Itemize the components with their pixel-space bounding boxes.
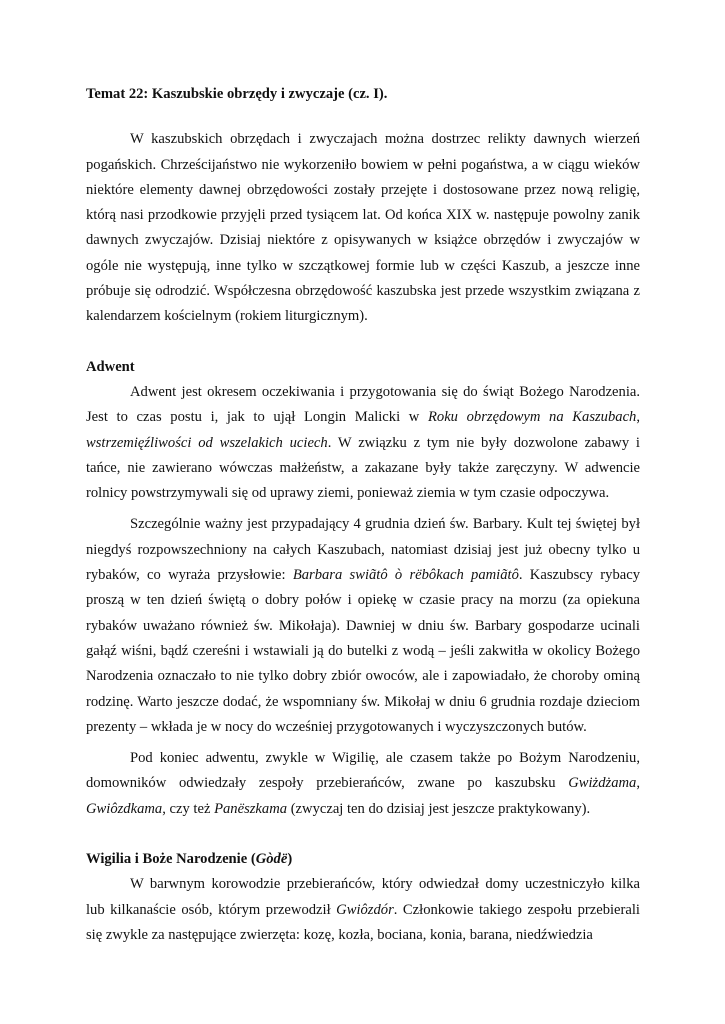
wigilia-paragraph-1 bbox=[86, 872, 640, 948]
italic-term: Panëszkama bbox=[214, 800, 288, 817]
italic-term: Gwiôzdór bbox=[336, 901, 394, 918]
document-title: Temat 22: Kaszubskie obrzędy i zwyczaje (cz. I). bbox=[86, 86, 388, 102]
text-run: (zwyczaj ten do dzisiaj jest jeszcze praktykowany). bbox=[287, 800, 591, 817]
section-heading-adwent: Adwent bbox=[86, 358, 135, 375]
heading-run: ) bbox=[287, 851, 293, 868]
document-page bbox=[86, 82, 640, 948]
adwent-paragraph-3 bbox=[86, 746, 640, 822]
intro-paragraph: W kaszubskich obrzędach i zwyczajach można dostrzec relikty dawnych wierzeń pogańskich. Chrześcijaństwo nie wykorzeniło bowiem w pełni pogaństwa, a w ciągu wieków niektóre elementy dawnej obrzędowości zostały przejęte i dostosowane przez nową religię, którą nasi przodkowie przyjęli przed tysiącem lat. Od końca XIX w. następuje powolny zanik dawnych zwyczajów. Dzisiaj niektóre z opisywanych w książce obrzędów i zwyczajów w ogóle nie występują, inne tylko w szczątkowej formie lub w części Kaszub, a jeszcze inne próbuje się odrodzić. Współczesna obrzędowość kaszubska jest przede wszystkim związana z kalendarzem kościelnym (rokiem liturgicznym). bbox=[86, 131, 640, 325]
italic-proverb: Barbara swiãtô ò rëbôkach pamiãtô bbox=[292, 567, 519, 584]
text-run: , czy też bbox=[162, 800, 215, 817]
italic-quote: wstrzemięźliwości od wszelakich uciech bbox=[86, 434, 328, 451]
section-heading-wigilia bbox=[86, 847, 640, 872]
text-run: . W związku z tym nie były dozwolone zabawy i tańce, nie zawierano wówczas małżeństw, a zakazane były także zaręczyny. W adwencie rolnicy powstrzymywali się od uprawy ziemi, ponieważ ziemia w tym czasie odpoczywa. bbox=[86, 434, 640, 502]
text-run: . Kaszubscy rybacy proszą w ten dzień świętą o dobry połów i opiekę w czasie pracy na morzu (za opiekuna rybaków uważano również św. Mikołaja). Dawniej w dniu św. Barbary gospodarze ucinali gałąź wiśni, bądź czereśni i wstawiali ją do butelki z wodą – jeśli zakwitła w okolicy Bożego Narodzenia oznaczało to nie tylko dobry zbiór owoców, ale i zapowiadało, że choroby ominą rodzinę. Warto jeszcze dodać, że wspomniany św. Mikołaj w dniu 6 grudnia rozdaje dzieciom prezenty – wkłada je w nocy do wcześniej przygotowanych i wyczyszczonych butów. bbox=[86, 567, 640, 735]
text-run: , bbox=[636, 409, 640, 426]
italic-term: Gwiżdżama bbox=[568, 775, 637, 792]
section-gap bbox=[86, 822, 640, 847]
text-run: Pod koniec adwentu, zwykle w Wigilię, ale czasem także po Bożym Narodzeniu, domowników odwiedzały zespoły przebierańców, zwane po kaszubsku bbox=[86, 750, 640, 792]
text-run: . Członkowie takiego zespołu przebierali się zwykle za następujące zwierzęta: kozę, kozła, bociana, konia, barana, niedźwiedzia bbox=[86, 901, 640, 943]
section-gap bbox=[86, 330, 640, 355]
adwent-paragraph-2 bbox=[86, 512, 640, 740]
adwent-paragraph-1 bbox=[86, 380, 640, 506]
text-run: , bbox=[636, 775, 640, 792]
text-run: W barwnym korowodzie przebierańców, który odwiedzał domy uczestniczyło kilka lub kilkanaście osób, którym przewodził bbox=[86, 876, 640, 918]
italic-term: Gwiôzdkama bbox=[86, 800, 163, 817]
heading-run: Wigilia i Boże Narodzenie ( bbox=[86, 851, 256, 868]
text-run: Szczególnie ważny jest przypadający 4 grudnia dzień św. Barbary. Kult tej świętej był niegdyś rozpowszechniony na całych Kaszubach, natomiast dzisiaj jest już obecny tylko u rybaków, co wyraża przysłowie: bbox=[86, 516, 640, 584]
heading-italic: Gòdë bbox=[255, 851, 288, 868]
text-run: Adwent jest okresem oczekiwania i przygotowania się do świąt Bożego Narodzenia. Jest to czas postu i, jak to ujął Longin Malicki w bbox=[86, 383, 640, 426]
italic-title: Roku obrzędowym na Kaszubach bbox=[427, 409, 637, 426]
